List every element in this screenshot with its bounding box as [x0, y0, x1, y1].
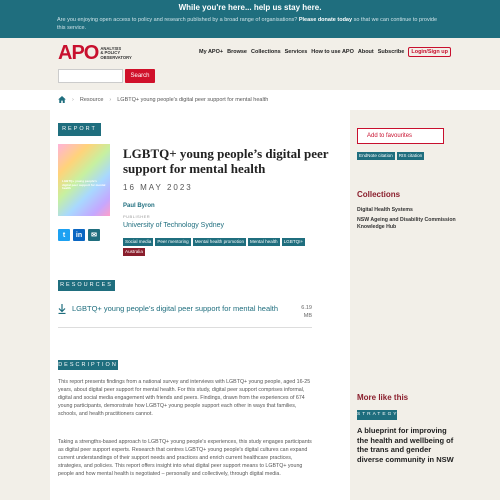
nav-how-to-use[interactable]: How to use APO	[311, 49, 354, 55]
tag-social-media[interactable]: Social media	[125, 239, 152, 244]
tag-peer-mentoring[interactable]: Peer mentoring	[157, 239, 189, 244]
citation-links	[357, 152, 424, 160]
home-icon[interactable]	[58, 96, 66, 103]
description-paragraph-2: Taking a strengths-based approach to LGBTQ+ young people's experiences, this study engages participants as digital peer support experts. Research that centres LGBTQ+ young people's digital cultures can expand current understandings of their support needs and practices and enrich current healthcare practices, strategies, and policies. This report offers insight into what digital peer support means to LGBTQ+ young people and how mental health is negotiated – personally and collectively, through digital media.	[58, 439, 312, 477]
resources-label: RESOURCES	[58, 280, 115, 291]
linkedin-share-button[interactable]	[73, 229, 85, 241]
breadcrumb	[58, 96, 268, 103]
linkedin-icon: in	[75, 231, 83, 239]
description-label: DESCRIPTION	[58, 362, 118, 368]
resource-file-size	[292, 304, 312, 320]
breadcrumb-resource[interactable]: Resource	[79, 96, 104, 103]
email-share-button[interactable]	[88, 229, 100, 241]
breadcrumb-separator: ›	[109, 96, 112, 103]
file-size-unit: MB	[303, 313, 312, 319]
collection-item-digital-health[interactable]: Digital Health Systems	[357, 207, 413, 213]
file-size-value: 6.19	[301, 305, 312, 311]
related-report-link[interactable]: A blueprint for improving the health and wellbeing of the trans and gender diverse community in NSW	[357, 426, 454, 464]
add-to-favourites-button[interactable]: Add to favourites	[357, 128, 444, 144]
share-buttons	[58, 229, 100, 241]
tag-lgbtqi[interactable]: LGBTQI+	[283, 239, 304, 244]
logo-line1: ANALYSIS	[100, 45, 122, 51]
nav-my-apo[interactable]: My APO+	[199, 49, 224, 55]
nav-services[interactable]: Services	[284, 49, 308, 55]
ris-citation-button[interactable]: RIS citation	[398, 153, 423, 158]
breadcrumb-current: LGBTQ+ young people's digital peer support for mental health	[117, 96, 269, 103]
more-like-this-heading: More like this	[357, 393, 409, 402]
divider	[58, 327, 312, 328]
login-button[interactable]: Login/Sign up	[408, 47, 451, 57]
cover-text: LGBTQ+ young people's digital peer support for mental health	[62, 179, 106, 191]
collection-item-nsw-ageing[interactable]: NSW Ageing and Disability Commission Knowledge Hub	[357, 217, 456, 230]
nav-subscribe[interactable]: Subscribe	[377, 49, 405, 55]
report-publisher[interactable]: University of Technology Sydney	[123, 222, 225, 229]
main-nav	[199, 47, 451, 57]
search-button[interactable]: Search	[125, 69, 155, 83]
report-title: LGBTQ+ young people’s digital peer support for mental health	[123, 146, 329, 176]
report-date: 16 MAY 2023	[123, 183, 193, 192]
donation-banner	[0, 0, 500, 38]
report-author[interactable]: Paul Byron	[123, 203, 155, 209]
endnote-citation-button[interactable]: EndNote citation	[359, 153, 393, 158]
report-tags	[123, 238, 323, 256]
report-type-label: REPORT	[58, 123, 101, 136]
logo-subtitle	[100, 47, 146, 61]
donate-link[interactable]: Please donate today	[298, 17, 353, 23]
download-icon[interactable]	[58, 304, 66, 314]
breadcrumb-separator: ›	[72, 96, 74, 103]
collections-heading: Collections	[357, 190, 401, 199]
logo-mark: APO	[58, 42, 99, 64]
search-input[interactable]	[58, 69, 123, 83]
tag-australia[interactable]: Australia	[125, 249, 143, 254]
publisher-label: PUBLISHER	[123, 214, 151, 219]
banner-text-after: so that we can continue to provide this service.	[57, 17, 438, 31]
nav-browse[interactable]: Browse	[227, 49, 247, 55]
description-paragraph-1: This report presents findings from a national survey and interviews with LGBTQ+ young people, aged 16-25 years, about digital peer support for mental health. For this study, digital peer support comprises informal, digital and social media engagement with friends and peers. Findings, drawn from the experiences of 674 young participants, demonstrate how LGBTQ+ young people support each other in ways that families, schools, and health practitioners cannot.	[58, 379, 311, 417]
twitter-share-button[interactable]	[58, 229, 70, 241]
nav-about[interactable]: About	[357, 49, 374, 55]
nav-collections[interactable]: Collections	[250, 49, 281, 55]
logo-line3: OBSERVATORY	[100, 54, 132, 60]
tag-mental-health-promotion[interactable]: Mental health promotion	[194, 239, 245, 244]
twitter-icon: t	[62, 231, 66, 239]
tag-mental-health[interactable]: Mental health	[250, 239, 278, 244]
report-cover-image[interactable]	[58, 144, 110, 216]
apo-logo[interactable]	[58, 42, 146, 65]
email-icon: ✉	[91, 232, 97, 239]
strategy-label: STRATEGY	[357, 410, 397, 420]
resource-download-link[interactable]: LGBTQ+ young people’s digital peer support for mental health	[72, 304, 279, 313]
logo-line2: & POLICY	[100, 50, 121, 56]
banner-text-before: Are you enjoying open access to policy and research published by a broad range of organisations?	[57, 17, 298, 23]
banner-title: While you're here... help us stay here.	[178, 3, 322, 12]
banner-text	[57, 17, 447, 32]
